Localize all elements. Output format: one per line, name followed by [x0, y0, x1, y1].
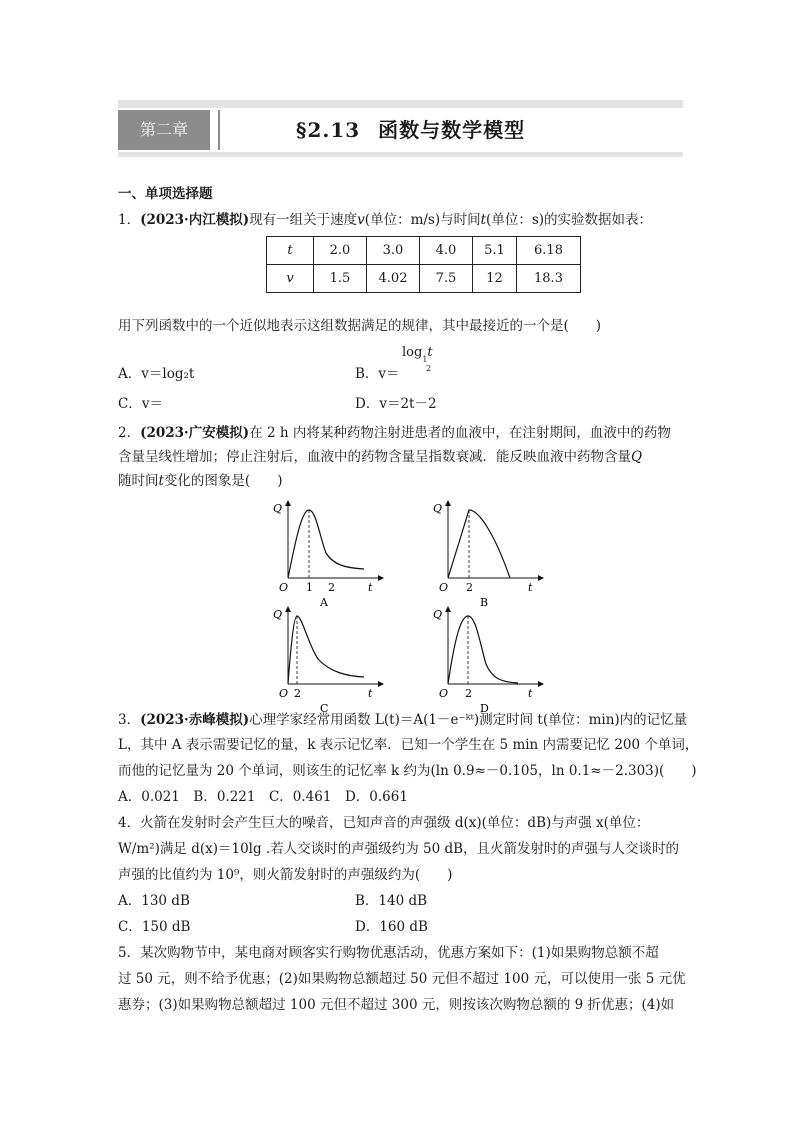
q2-var-q: Q: [631, 449, 643, 465]
q3-options: A．0.021 B．0.221 C．0.461 D．0.661: [118, 789, 408, 805]
q1-option-a: A．v＝log₂t: [118, 366, 195, 382]
graph-caption: A: [320, 596, 328, 608]
q1-var-v: v: [357, 212, 365, 228]
q4-option-d: D．160 dB: [355, 919, 428, 935]
table-cell: 3.0: [367, 237, 420, 265]
q5-line-2: 过 50 元，则不给予优惠；(2)如果购物总额超过 50 元但不超过 100 元，可以使用一张 5 元优: [118, 971, 686, 987]
q3-line-1: [118, 710, 687, 730]
tick-label: 2: [466, 581, 473, 594]
q5-line-3: 惠券；(3)如果购物总额超过 100 元但不超过 300 元，则按该次购物总额的 9 折优惠；(4)如: [118, 997, 675, 1013]
table-cell: 18.3: [517, 265, 581, 293]
q2-text-4: 变化的图象是( ): [163, 473, 283, 489]
tick-label: 2: [328, 581, 335, 594]
y-axis-label: Q: [273, 502, 283, 515]
q1-stem-text-2: (单位：m/s)与时间: [364, 212, 481, 228]
q1-option-b: B．v＝: [355, 366, 400, 382]
log-base-numerator: 1: [422, 355, 428, 364]
q1-data-table: [266, 236, 581, 293]
table-cell: 1.5: [314, 265, 367, 293]
table-cell: 4.0: [420, 237, 473, 265]
q4-line-2: W/m²)满足 d(x)＝10lg .若人交谈时的声强级约为 50 dB，且火箭发射时的声强与人交谈时的: [118, 841, 680, 857]
table-cell: 6.18: [517, 237, 581, 265]
tick-label: 2: [465, 687, 472, 700]
q2-line-1: [118, 423, 671, 443]
header-bottom-bar: [118, 152, 683, 157]
q1-number: 1．: [118, 212, 141, 228]
graph-caption: B: [480, 596, 489, 608]
table-cell: 5.1: [473, 237, 517, 265]
q1-option-c: C．v＝: [118, 396, 163, 412]
y-axis-label: Q: [273, 608, 283, 621]
origin-label: O: [439, 687, 449, 700]
table-cell: t: [267, 237, 314, 265]
x-axis-label: t: [528, 581, 533, 594]
q1-var-t: t: [480, 212, 487, 228]
graph-caption: D: [480, 702, 489, 714]
q4-line-3: 声强的比值约为 10⁹，则火箭发射时的声强级约为( ): [118, 867, 453, 883]
q2-graph-d: [428, 604, 548, 714]
q4-option-c: C．150 dB: [118, 919, 191, 935]
q1-stem-text-3: (单位：s)的实验数据如表：: [486, 212, 653, 228]
tick-label: 1: [306, 581, 313, 594]
origin-label: O: [279, 687, 289, 700]
q2-text-2: 含量呈线性增加；停止注射后，血液中的药物含量呈指数衰减．能反映血液中药物含量: [118, 449, 631, 465]
log-arg: t: [427, 345, 433, 360]
q1-stem-text: 现有一组关于速度: [249, 212, 358, 228]
q3-number: 3．: [118, 712, 141, 728]
q3-text: 心理学家经常用函数 L(t)＝A(1－e⁻ᵏᵗ)测定时间 t(单位：min)内的记忆量: [249, 712, 688, 728]
q1-source: (2023·内江模拟): [140, 212, 250, 228]
section-title-text: 函数与数学模型: [378, 118, 526, 142]
y-axis-label: Q: [433, 502, 443, 515]
table-cell: v: [267, 265, 314, 293]
table-row: [267, 265, 581, 293]
q1-stem: [118, 210, 652, 230]
table-row: [267, 237, 581, 265]
q2-source: (2023·广安模拟): [140, 425, 250, 441]
q1-option-d: D．v＝2t－2: [355, 396, 437, 412]
table-cell: 2.0: [314, 237, 367, 265]
q4-option-a: A．130 dB: [118, 893, 190, 909]
log-text: log: [402, 345, 423, 360]
section-title: [296, 110, 525, 150]
q2-line-3: [118, 471, 282, 491]
part-heading: 一、单项选择题: [118, 186, 213, 202]
q2-line-2: [118, 447, 642, 467]
q2-var-t: t: [158, 473, 164, 489]
chapter-tag: 第二章: [118, 110, 210, 150]
q2-text-3: 随时间: [118, 473, 159, 489]
y-axis-label: Q: [433, 608, 443, 621]
q4-line-1: 4．火箭在发射时会产生巨大的噪音，已知声音的声强级 d(x)(单位：dB)与声强 x(单位：: [118, 815, 650, 831]
x-axis-label: t: [368, 687, 373, 700]
x-axis-label: t: [528, 687, 533, 700]
x-axis-label: t: [368, 581, 373, 594]
section-number: §2.13: [296, 118, 361, 142]
q3-line-2: L，其中 A 表示需要记忆的量，k 表示记忆率．已知一个学生在 5 min 内需要记忆 200 个单词，: [118, 737, 699, 753]
q2-number: 2．: [118, 425, 141, 441]
q1-ask: 用下列函数中的一个近似地表示这组数据满足的规律，其中最接近的一个是( ): [118, 318, 602, 334]
q2-graph-c: [268, 604, 388, 714]
table-cell: 4.02: [367, 265, 420, 293]
q2-graph-b: [428, 498, 548, 608]
q2-text: 在 2 h 内将某种药物注射进患者的血液中，在注射期间，血液中的药物: [249, 425, 671, 441]
q3-source: (2023·赤峰模拟): [140, 712, 250, 728]
section-header: [118, 100, 683, 150]
q3-line-3: 而他的记忆量为 20 个单词，则该生的记忆率 k 约为(ln 0.9≈－0.105，ln 0.1≈－2.303)( ): [118, 763, 697, 779]
table-cell: 12: [473, 265, 517, 293]
header-divider: [218, 110, 220, 150]
header-top-bar: [118, 100, 683, 108]
origin-label: O: [279, 581, 289, 594]
q1-option-b-base-denominator: 2: [426, 364, 432, 373]
tick-label: 2: [294, 687, 301, 700]
q5-line-1: 5．某次购物节中，某电商对顾客实行购物优惠活动，优惠方案如下：(1)如果购物总额不超: [118, 945, 659, 961]
origin-label: O: [439, 581, 449, 594]
q2-graph-a: [268, 498, 388, 608]
graph-caption: C: [320, 702, 329, 714]
q4-option-b: B．140 dB: [355, 893, 428, 909]
table-cell: 7.5: [420, 265, 473, 293]
